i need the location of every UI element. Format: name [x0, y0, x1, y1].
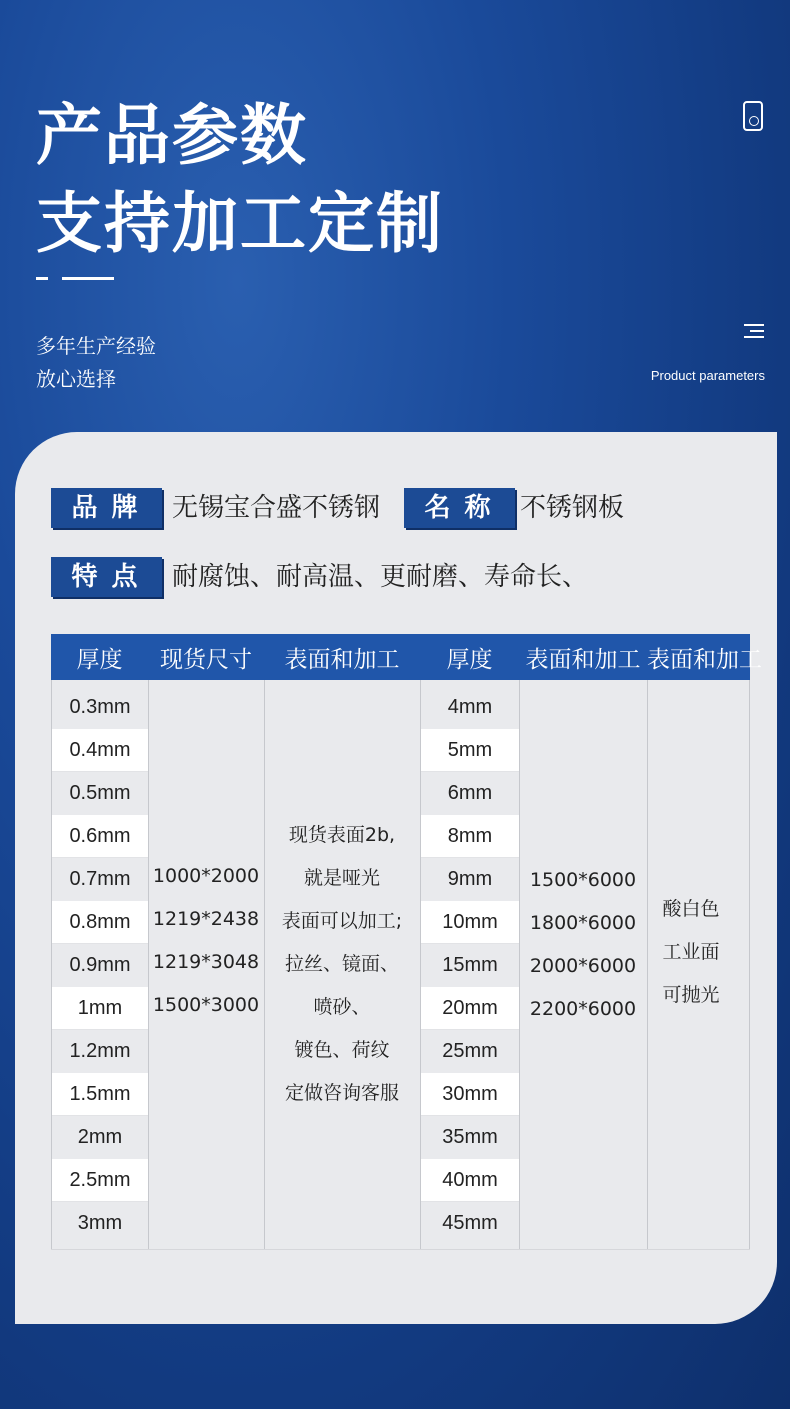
thickness-cell: 1.2mm: [69, 1040, 131, 1062]
table-header: [51, 634, 762, 680]
hero-title: [36, 92, 444, 268]
size-item: 1219*2438: [152, 908, 260, 930]
header-surface-2: 表面和加工: [525, 646, 641, 673]
surface-left: [264, 814, 420, 1115]
feature-value: 耐腐蚀、耐高温、更耐磨、寿命长、: [172, 562, 589, 592]
surface-item: 现货表面2b,: [288, 824, 396, 846]
surface-item: 喷砂、: [313, 996, 371, 1018]
thickness-cell: 1mm: [52, 987, 148, 1030]
surface-item: 镀色、荷纹: [294, 1039, 390, 1061]
thickness-cell: 8mm: [421, 815, 519, 858]
size-item: 1219*3048: [152, 951, 260, 973]
surface-item: 表面可以加工;: [281, 910, 403, 932]
stock-sizes-left: [148, 855, 264, 1027]
thickness-cell: 3mm: [77, 1212, 123, 1234]
size-item: 1000*2000: [152, 865, 260, 887]
thickness-cell: 0.3mm: [69, 696, 131, 718]
brand-tag: 品牌: [51, 488, 162, 528]
surface-right: [647, 888, 735, 1017]
dash-divider-short: [36, 277, 48, 280]
thickness-cell: 45mm: [442, 1212, 498, 1234]
surface-item: 酸白色: [662, 898, 720, 920]
thickness-cell: 0.5mm: [69, 782, 131, 804]
thickness-cell: 0.9mm: [69, 954, 131, 976]
stock-sizes-right: [519, 859, 647, 1031]
table-bottom-border: [51, 1249, 750, 1250]
surface-item: 定做咨询客服: [284, 1082, 399, 1104]
surface-item: 工业面: [662, 941, 720, 963]
size-item: 2000*6000: [529, 955, 637, 977]
surface-item: 可抛光: [662, 984, 720, 1006]
feature-tag: 特点: [51, 557, 162, 597]
name-tag: 名称: [404, 488, 515, 528]
thickness-cell: 2mm: [77, 1126, 123, 1148]
thickness-cell: 0.7mm: [69, 868, 131, 890]
hero-title-line1: 产品参数: [36, 97, 308, 174]
surface-item: 就是哑光: [303, 867, 380, 889]
phone-icon: [743, 101, 763, 131]
slogan-line1: 多年生产经验: [36, 334, 156, 358]
slogan-line2: 放心选择: [36, 367, 116, 391]
menu-icon[interactable]: [744, 324, 764, 338]
thickness-cell: 5mm: [421, 729, 519, 772]
thickness-cell: 20mm: [421, 987, 519, 1030]
size-item: 1500*3000: [152, 994, 260, 1016]
header-thickness: 厚度: [76, 646, 123, 673]
thickness-cell: 35mm: [442, 1126, 498, 1148]
product-parameters-label: Product parameters: [650, 368, 765, 383]
thickness-cell: 30mm: [421, 1073, 519, 1116]
header-surface-3: 表面和加工: [647, 646, 762, 673]
column-divider: [749, 680, 750, 1250]
size-item: 1800*6000: [529, 912, 637, 934]
thickness-cell: 4mm: [447, 696, 493, 718]
thickness-cell: 40mm: [421, 1159, 519, 1202]
header-surface: 表面和加工: [284, 646, 400, 673]
dash-divider-long: [62, 277, 114, 280]
name-value: 不锈钢板: [520, 493, 625, 523]
hero-title-line2: 支持加工定制: [36, 185, 444, 262]
slogan: [36, 330, 156, 396]
thickness-cell: 2.5mm: [52, 1159, 148, 1202]
size-item: 1500*6000: [529, 869, 637, 891]
thickness-cell: 9mm: [447, 868, 493, 890]
thickness-cell: 15mm: [442, 954, 498, 976]
thickness-cell: 25mm: [442, 1040, 498, 1062]
thickness-cell: 0.6mm: [52, 815, 148, 858]
brand-value: 无锡宝合盛不锈钢: [172, 493, 381, 523]
surface-item: 拉丝、镜面、: [284, 953, 399, 975]
size-item: 2200*6000: [529, 998, 637, 1020]
thickness-cell: 6mm: [447, 782, 493, 804]
thickness-cell: 0.4mm: [52, 729, 148, 772]
thickness-cell: 10mm: [421, 901, 519, 944]
header-thickness-2: 厚度: [446, 646, 493, 673]
header-stock-size: 现货尺寸: [160, 646, 252, 673]
thickness-cell: 0.8mm: [52, 901, 148, 944]
thickness-cell: 1.5mm: [52, 1073, 148, 1116]
